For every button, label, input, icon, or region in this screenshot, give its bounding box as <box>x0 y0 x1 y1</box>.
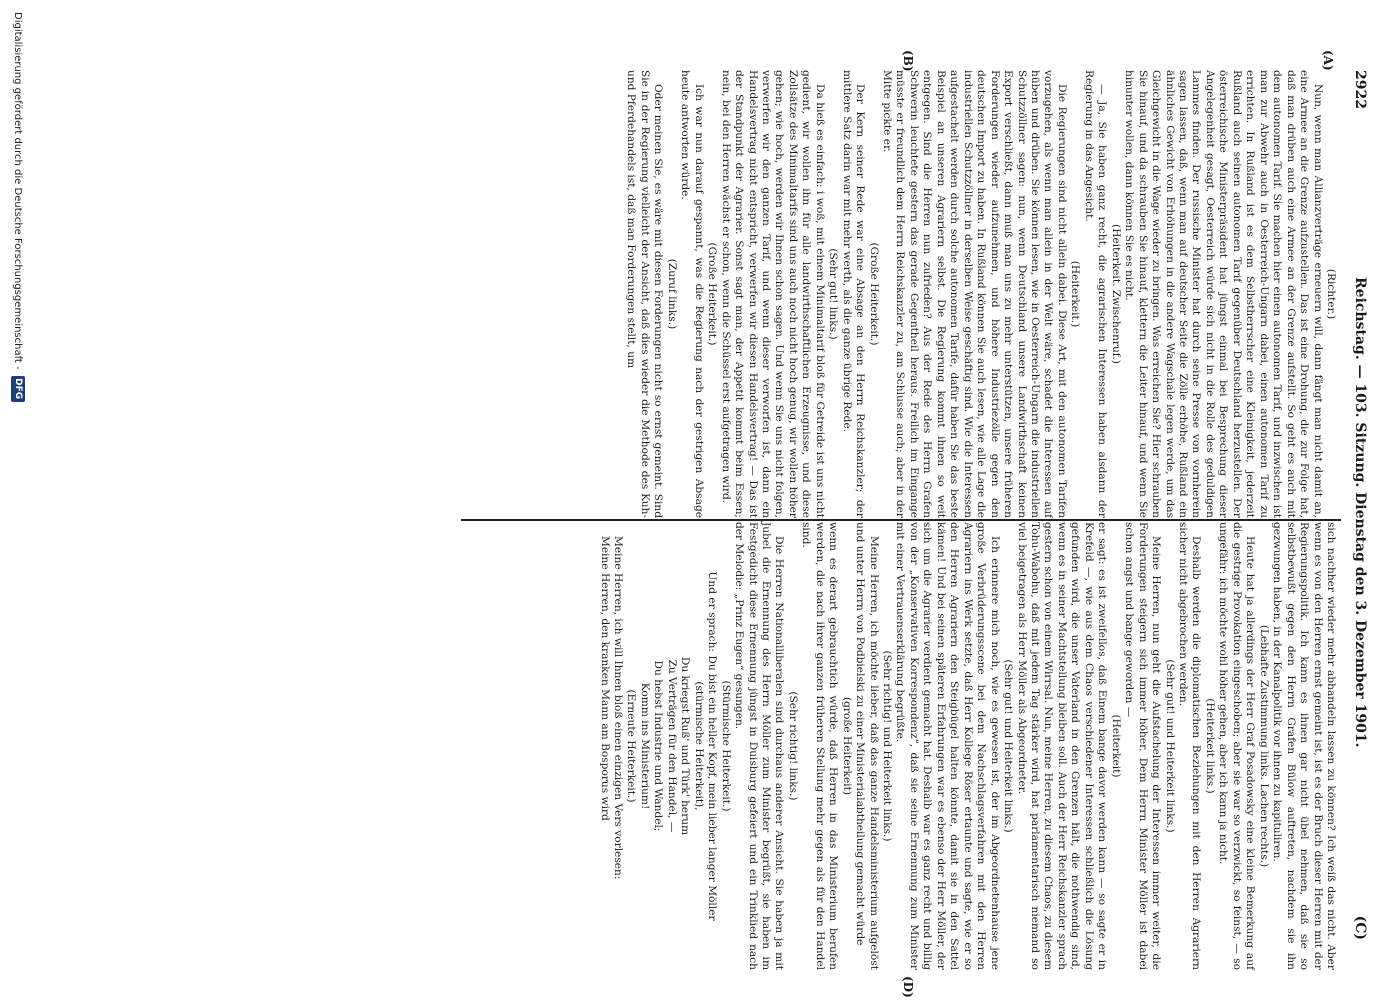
verse-line: Komm ins Ministerium! <box>638 682 651 810</box>
left-text-column <box>624 70 1337 518</box>
interjection: (Sehr richtig! links.) <box>786 691 799 801</box>
interjection: (Große Heiterkeit.) <box>867 242 880 346</box>
interjection: (Sehr richtig! und Heiterkeit links.) <box>881 650 894 842</box>
interjection: (große Heiterkeit) <box>840 696 853 796</box>
page-header <box>1345 70 1375 940</box>
paragraph: Meine Herren, ich will Ihnen bloß einen einzigen Vers vorlesen: <box>611 536 624 880</box>
paragraph: Deshalb werden die diplomatischen Beziehungen mit den Herren Agrariern sicher nicht abgebrochen werden. <box>1177 522 1203 970</box>
paragraph: Ich war nun darauf gespannt, was die Regierung nach der gestrigen Absage heute antworten würde. <box>679 70 705 518</box>
right-text-column <box>597 522 1337 970</box>
paragraph: Nun, wenn man Allianzverträge erneuern will, dann fängt man nicht damit an, eine Armee an die Grenze aufzustellen. Das ist eine Drohung, die zur Folge hat, daß man drüben auch eine Armee an der Grenze aufstellt. So geht es auch mit dem autonomen Tarif. Sie machen hier einen autonomen Tarif, und inzwischen ist man zur Abwehr auch in Oesterreich-Ungarn dabei, einen autonomen Tarif zu errichten. In Rußland ist es dem Selbstherrscher eine Kleinigkeit, jederzeit Rußland auch seinen autonomen Tarif gegenüber Deutschland herzustellen. Der österreichische Ministerpräsident hat jüngst einmal bei Besprechung dieser Angelegenheit gesagt, Oesterreich würde sich nicht in die Rolle des geduldigen Lammes finden. Der russische Minister hat durch seine Presse von vornherein sagen lassen, daß, wenn man auf deutscher Seite die Zölle erhöhe, Rußland ein ähnliches Gewicht von Erhöhungen in die andere Wagschale legen werde, um das Gleichgewicht in die Wage wieder zu bringen. Was erreichen Sie? Hier schrauben Sie hinauf, und da schrauben Sie hinauf, klettern die Leiter hinauf, und wenn Sie hinunter wollen, dann können Sie es nicht. <box>1123 70 1324 518</box>
column-divider <box>461 519 1341 521</box>
page-title: Reichstag. — 103. Sitzung. Dienstag den 3. Dezember 1901. <box>1352 277 1368 748</box>
interjection: (Heiterkeit.) <box>1069 260 1082 328</box>
interjection: (Zuruf links.) <box>665 258 678 330</box>
paragraph: Oder meinen Sie, es wäre mit diesen Forderungen nicht so ernst gemeint. Sind Sie in der Regierung vielleicht der Ansicht, daß dies wieder die Methode des Kuh- und Pferdehandels ist, daß man Forderungen stellt, um <box>625 70 665 518</box>
interjection: (Erneute Heiterkeit.) <box>625 689 638 803</box>
interjection: (Sehr gut! und Heiterkeit links.) <box>1163 659 1176 833</box>
marginal-marker-c: (C) <box>1352 915 1368 940</box>
paragraph: Meine Herren, ich möchte lieber, daß das ganze Handelsministerium aufgelöst und unter Herrn von Podbielski zu einer Ministerialabtheilung gemacht würde <box>854 522 880 970</box>
paragraph: Meine Herren, nun geht die Aufstachelung der Interessen immer weiter, die Forderungen steigern sich immer höher. Dem Herrn Minister Möller ist dabei schon angst und bange geworden — <box>1123 522 1163 970</box>
interjection: (Stürmische Heiterkeit.) <box>719 680 732 812</box>
verse-line: Zu Verträgen für den Handel, — <box>665 659 678 833</box>
marginal-marker-d: (D) <box>901 976 915 998</box>
paragraph: wenn es derart gebrauchtich würde, daß Herren in das Ministerium berufen werden, die nach ihrer ganzen früheren Stellung mehr gegen als für den Handel sind. <box>800 522 840 970</box>
paragraph: Meine Herren, den kranken Mann am Bosporus wird <box>598 536 611 821</box>
verse-line: Du kriegst Ruß' und Türk' herum <box>679 656 692 836</box>
paragraph: er sagt: es ist zweifellos, daß Einem bange davor werden kann — so sagte er in Krefeld —, wie aus dem Chaos verschiedener Interessen schließlich die Lösung gefunden wird, die unser Vaterland in den Grenzen hält, die nothwendig sind, wenn es in seiner Machtstellung bleiben soll. Auch der Herr Reichskanzler sprach gestern schon von einem Wirrsal. Nun, meine Herren, zu diesem Chaos, zu diesem Tohu-Wabohu, daß mit jedem Tag stärker wird, hat parlamentarisch niemand so viel beigetragen als Herr Möller als Abgeordneter. <box>1015 522 1109 970</box>
paragraph: Die Herren Nationalliberalen sind durchaus anderer Ansicht. Sie haben ja mit Jubel die Ernennung des Herrn Möller zum Minister begrüßt, sie haben im Festgedicht diese Ernennung jüngst in Duisburg gefeiert und ein Trinklied nach der Melodie: „Prinz Eugen“ gesungen. <box>733 522 786 970</box>
interjection: (Sehr gut! und Heiterkeit links.) <box>1002 659 1015 833</box>
interjection: (stürmische Heiterkeit), <box>692 681 705 811</box>
paragraph: — Ja, Sie haben ganz recht, die agrarischen Interessen haben alsdann der Regierung in das Angesicht. <box>1082 70 1109 518</box>
marginal-marker-b: (B) <box>901 50 915 72</box>
paragraph: Der Kern seiner Rede war eine Absage an den Herrn Reichskanzler; der mittlere Satz darin war mit mehr werth, als die ganze übrige Rede. <box>840 70 867 518</box>
interjection: (Heiterkeit links.) <box>1203 698 1216 794</box>
interjection: (Lebhafte Zustimmung links. Lachen rechts.) <box>1257 624 1270 868</box>
verse-line: Du hebst Industrie und Wandel; <box>652 660 665 832</box>
footer-credit: Digitalisierung gefördert durch die Deutsche Forschungsgemeinschaft - <box>12 12 24 370</box>
page-number: 2922 <box>1352 70 1368 109</box>
interjection: (Sehr gut! links.) <box>827 248 840 340</box>
paragraph: sich nachher wieder mehr abhandeln lassen zu können? Ich weiß das nicht. Aber wenn es von den Herren ernst gemeint ist, ist es der Bruch dieser Herren mit der Regierungspolitik. Ich kann es ihnen gar nicht übel nehmen, daß sie so selbstbewußt gegen den Herrn Grafen Bülow auftreten, nachdem sie ihn gezwungen haben, in der Kanalpolitik vor ihnen zu kapituliren. <box>1271 522 1337 970</box>
paragraph: Die Regierungen sind nicht allein dabei. Diese Art, mit den autonomen Tarifen vorzugehen, als wenn man allein in der Welt wäre, schadet die Interessen auf hüben und drüben. Sie können lesen, wie in Oesterreich-Ungarn die industriellen Schutzzöllner sagen: nun, wenn Deutschland unsere Landwirthschaft keinen Export verschließt, dann muß man uns zu mehr unterstützen, unsere früheren Forderungen wieder aufzunehmen, und höhere Industriezölle gegen den deutschen Import zu haben. In Rußland können Sie auch lesen, wie alle Lage die industriellen Schutzzöllner in derselben Weise geschäftig sind. Wie die Interessen aufgestachelt werden durch solche autonomen Tarife, dafür haben Sie das beste Beispiel an unseren Agrariern selbst. Die Regierung kommt ihnen so weit entgegen. Sind die Herren nun zufrieden? Aus der Rede des Herrn Grafen Schwerin leuchtete gestern das gerade Gegentheil heraus. Freilich im Eingange müsste er freundlich dem Herrn Reichskanzler zu, am Schlusse auch; aber in der Mitte pickte er. <box>881 70 1068 518</box>
digitization-footer <box>6 12 30 402</box>
interjection: (Heiterkeit) <box>1109 714 1122 778</box>
verse-line: Und er sprach: Du bist ein heller Kopf, mein lieber langer Möller <box>706 571 719 921</box>
paragraph: Heute hat ja allerdings der Herr Graf Posadowsky eine kleine Bemerkung auf die gestrige Provokation eingeschoben; aber sie war so verzwickt, so feinst, — so ungefähr: ich möchte wohl höher gehen, aber ich kann ja nicht. <box>1217 522 1257 970</box>
paragraph: Da hieß es einfach: i woß, mit einem Minimaltarif bloß für Getreide ist uns nicht gedient, wir wollen ihn für alle landwirthschaftlichen Erzeugnisse, und diese Zollsätze des Minimaltarifs sind uns auch noch nicht hoch genug, wir wollen höher gehen; wie hoch, werden wir Ihnen schon sagen. Und wenn Sie uns nicht folgen, verwerfen wir den ganzen Tarif, und wenn dieser verworfen ist, dann ein Handelsvertrag nicht entspricht, verwerfen wir diesen Handelsvertrag! — Das ist der Standpunkt der Agrarier. Sonst sagt man, der Appetit kommt beim Essen; nein, bei den Herren wächst er schon, wenn die Schüssel erst aufgetragen wird. <box>719 70 826 518</box>
speaker-label: (Richter.) <box>1325 268 1337 320</box>
paragraph: Ich erinnere mich noch, wie es gewesen ist, der im Abgeordnetenhause jene große Verbrüderungsscene bei dem Nachschlagsverfahren mit den Herren Agrariern ins Werk setzte, daß Herr Kollege Röser ertaunte und sagte, wie er so den Herren Agrariern den Steigbügel halten könnte, damit sie in den Sattel kämen! Und bei seinen späteren Erfahrungen war es ebenso der Herr Möller, der sich um die Agrarier verdient gemacht hat. Deshalb war es ganz recht und billig von der „Konservativen Korrespondenz“, daß sie seine Ernennung zum Minister mit einer Vertrauenserklärung begrüßte. <box>894 522 1001 970</box>
dfg-logo-icon: DFG <box>11 376 25 402</box>
interjection: (Heiterkeit. Zwischenruf.) <box>1109 224 1122 364</box>
interjection: (Große Heiterkeit.) <box>706 242 719 346</box>
marginal-marker-a: (A) <box>1321 50 1335 71</box>
